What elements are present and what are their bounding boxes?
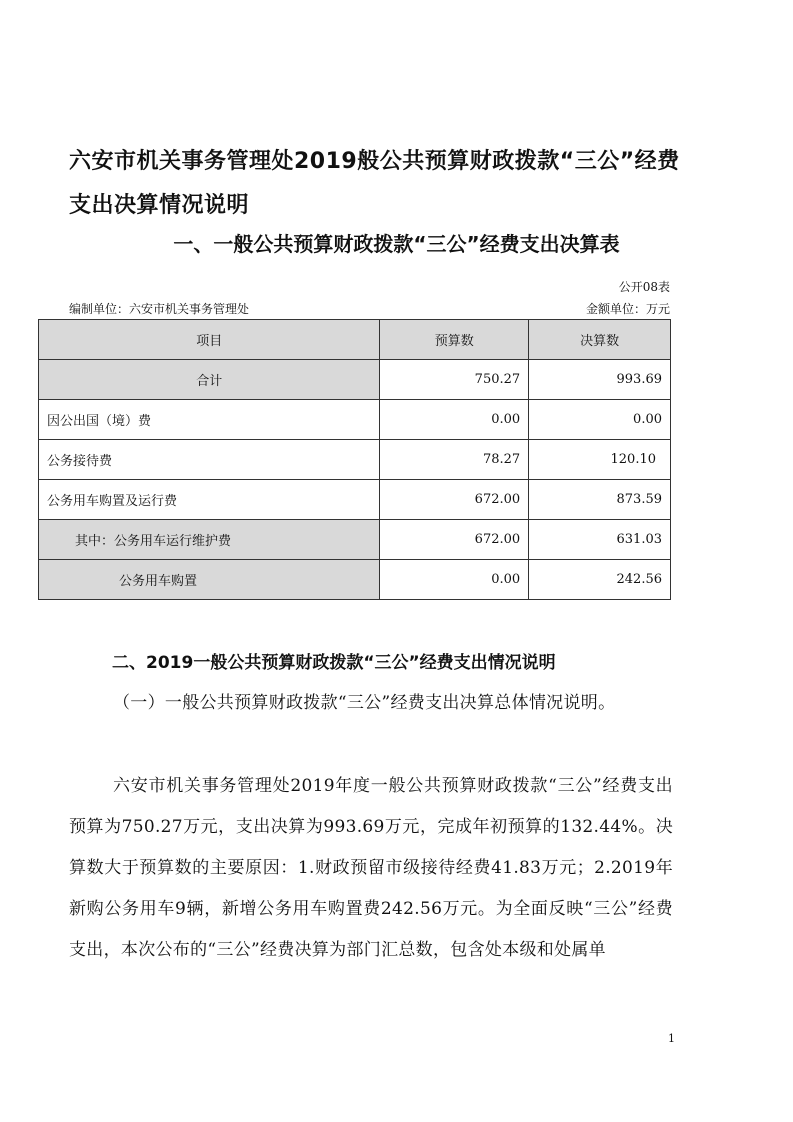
table-row (39, 400, 671, 440)
row-final: 873.59 (529, 480, 671, 520)
row-item: 公务用车购置 (39, 560, 380, 600)
budget-table (38, 319, 671, 600)
header-budget: 预算数 (380, 320, 529, 360)
section1-title: 一、一般公共预算财政拨款“三公”经费支出决算表 (173, 232, 620, 256)
row-item: 公务用车购置及运行费 (39, 480, 380, 520)
row-item: 公务接待费 (39, 440, 380, 480)
table-header-row (39, 320, 671, 360)
row-final: 993.69 (529, 360, 671, 400)
row-item: 合计 (39, 360, 380, 400)
row-item: 其中：公务用车运行维护费 (39, 520, 380, 560)
table-row (39, 560, 671, 600)
row-budget: 750.27 (380, 360, 529, 400)
section2-title: 二、2019一般公共预算财政拨款“三公”经费支出情况说明 (112, 653, 556, 673)
body-paragraph: 六安市机关事务管理处2019年度一般公共预算财政拨款“三公”经费支出预算为750.27万元，支出决算为993.69万元，完成年初预算的132.44%。决算数大于预算数的主要原因：1.财政预留市级接待经费41.83万元；2.2019年新购公务用车9辆，新增公务用车购置费242.56万元。为全面反映“三公”经费支出，本次公布的“三公”经费决算为部门汇总数，包含处本级和处属单 (69, 776, 673, 960)
row-final: 0.00 (529, 400, 671, 440)
table-row (39, 480, 671, 520)
amount-unit: 金额单位：万元 (585, 302, 670, 316)
row-budget: 672.00 (380, 520, 529, 560)
row-final: 631.03 (529, 520, 671, 560)
subsection1-title: （一）一般公共预算财政拨款“三公”经费支出决算总体情况说明。 (113, 693, 616, 713)
prepared-unit: 编制单位：六安市机关事务管理处 (69, 302, 250, 316)
page-number: 1 (668, 1032, 675, 1045)
row-item: 因公出国（境）费 (39, 400, 380, 440)
row-final: 120.10 (529, 440, 671, 480)
table-row (39, 360, 671, 400)
row-budget: 672.00 (380, 480, 529, 520)
header-final: 决算数 (529, 320, 671, 360)
table-row (39, 520, 671, 560)
row-budget: 78.27 (380, 440, 529, 480)
table-number: 公开08表 (618, 280, 670, 294)
document-title: 六安市机关事务管理处2019般公共预算财政拨款“三公”经费支出决算情况说明 (69, 149, 680, 218)
header-item: 项目 (39, 320, 380, 360)
row-budget: 0.00 (380, 560, 529, 600)
table-row (39, 440, 671, 480)
row-budget: 0.00 (380, 400, 529, 440)
row-final: 242.56 (529, 560, 671, 600)
